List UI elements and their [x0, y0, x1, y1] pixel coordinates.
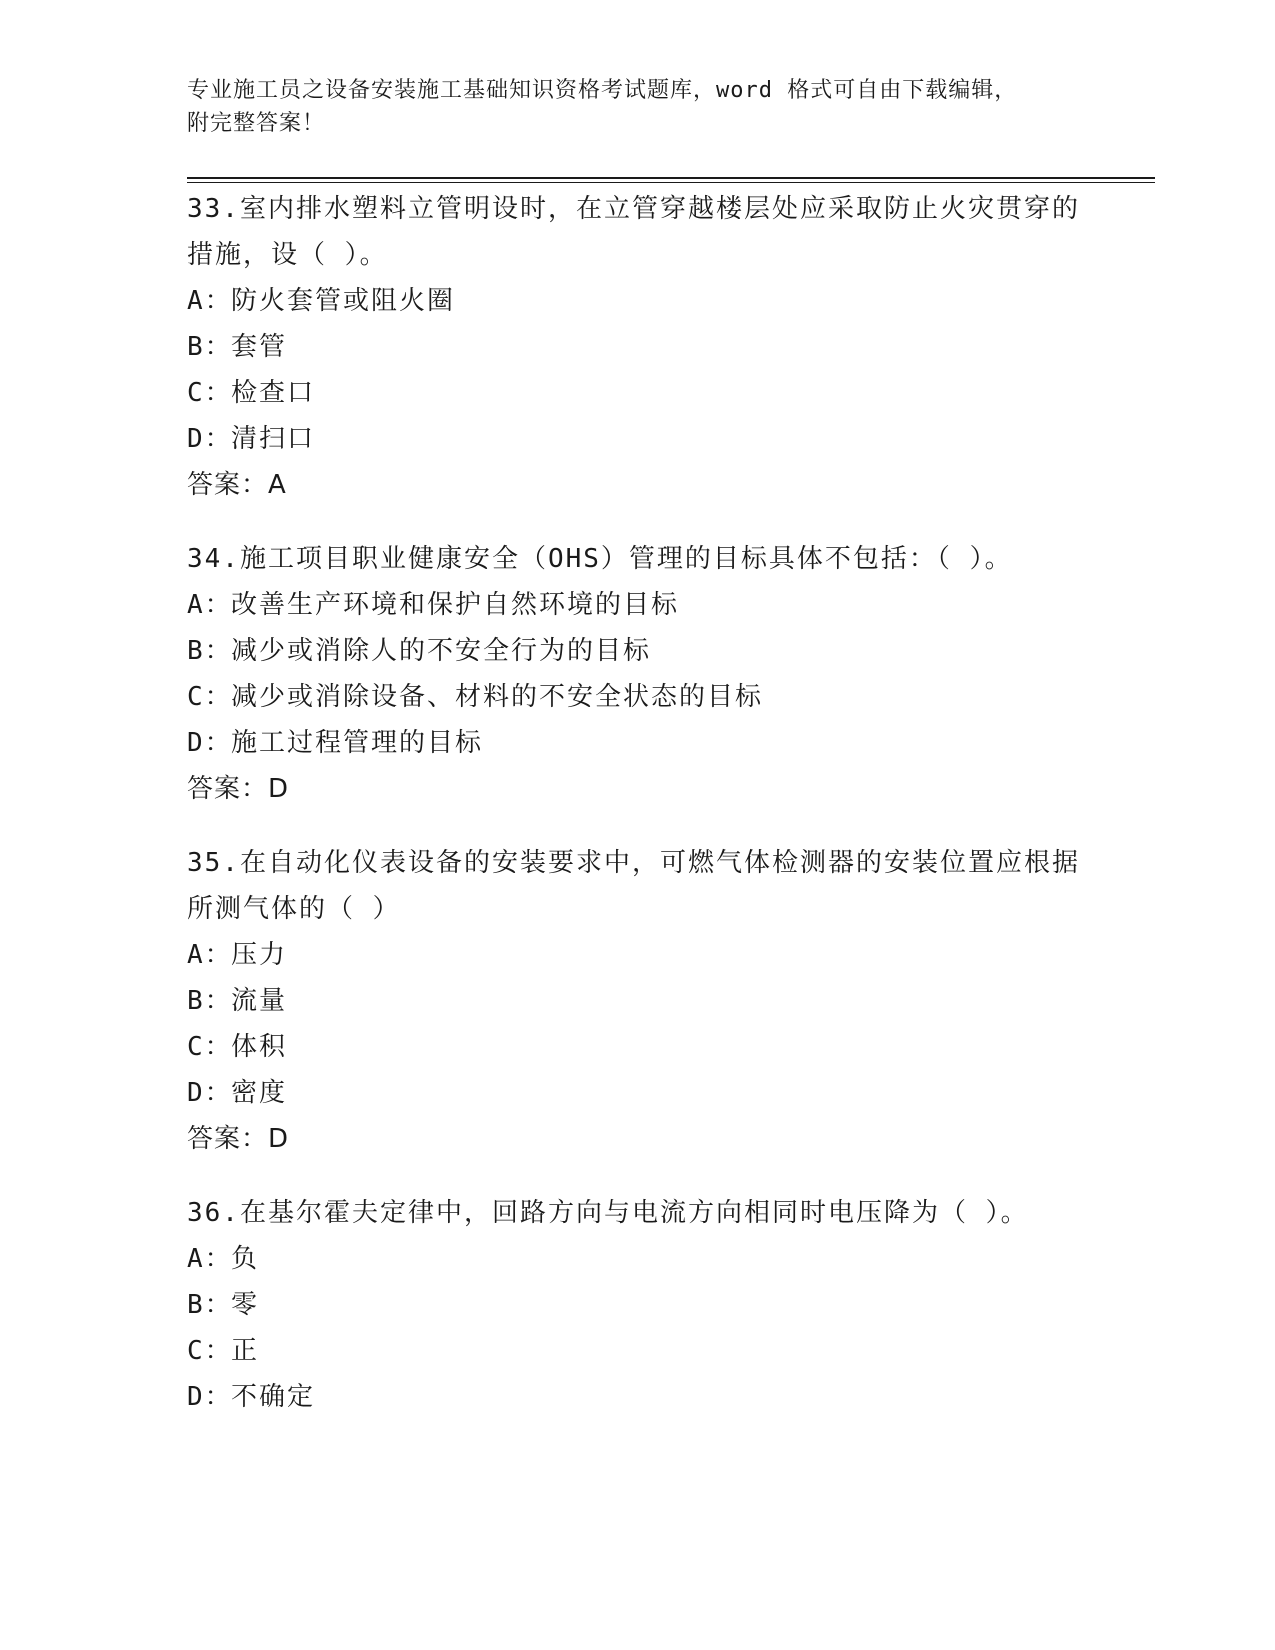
option-key: A：: [187, 590, 233, 620]
option-key: A：: [187, 286, 233, 316]
option-b: [187, 324, 1087, 370]
option-d: [187, 1374, 1087, 1420]
option-text: 减少或消除设备、材料的不安全状态的目标: [231, 682, 764, 712]
header-line-1: 专业施工员之设备安装施工基础知识资格考试题库，word 格式可自由下载编辑，: [187, 78, 1018, 103]
option-a: [187, 582, 1087, 628]
option-text: 不确定: [231, 1382, 316, 1412]
option-key: C：: [187, 378, 233, 408]
option-c: [187, 1024, 1087, 1070]
header-line-2: 附完整答案！: [187, 111, 326, 136]
option-key: D：: [187, 1382, 233, 1412]
option-key: D：: [187, 1078, 233, 1108]
option-c: [187, 674, 1087, 720]
option-c: [187, 370, 1087, 416]
option-b: [187, 978, 1087, 1024]
option-text: 施工过程管理的目标: [231, 728, 484, 758]
option-text: 清扫口: [231, 424, 316, 454]
option-text: 减少或消除人的不安全行为的目标: [231, 636, 652, 666]
question-stem: 35.在自动化仪表设备的安装要求中，可燃气体检测器的安装位置应根据所测气体的（ ）: [187, 848, 1080, 924]
option-a: [187, 932, 1087, 978]
question-33: [187, 186, 1087, 508]
option-text: 体积: [231, 1032, 288, 1062]
answer-line: 答案：A: [187, 470, 287, 500]
option-key: C：: [187, 1336, 233, 1366]
option-text: 流量: [231, 986, 288, 1016]
question-stem: 33.室内排水塑料立管明设时，在立管穿越楼层处应采取防止火灾贯穿的措施，设（ ）。: [187, 194, 1080, 270]
question-36: [187, 1190, 1087, 1420]
option-d: [187, 1070, 1087, 1116]
option-text: 检查口: [231, 378, 316, 408]
option-d: [187, 416, 1087, 462]
option-key: C：: [187, 1032, 233, 1062]
option-key: B：: [187, 1290, 233, 1320]
question-stem: 36.在基尔霍夫定律中，回路方向与电流方向相同时电压降为（ ）。: [187, 1198, 1029, 1228]
option-key: C：: [187, 682, 233, 712]
option-text: 正: [231, 1336, 260, 1366]
header-divider-thin: [187, 182, 1155, 183]
header-divider-thick: [187, 177, 1155, 179]
option-key: B：: [187, 332, 233, 362]
answer-line: 答案：D: [187, 1124, 290, 1154]
option-key: D：: [187, 424, 233, 454]
option-key: A：: [187, 1244, 233, 1274]
option-text: 负: [231, 1244, 260, 1274]
option-text: 密度: [231, 1078, 288, 1108]
question-stem: 34.施工项目职业健康安全（OHS）管理的目标具体不包括：（ ）。: [187, 544, 1013, 574]
option-a: [187, 278, 1087, 324]
option-text: 防火套管或阻火圈: [231, 286, 456, 316]
option-text: 改善生产环境和保护自然环境的目标: [231, 590, 680, 620]
option-key: D：: [187, 728, 233, 758]
answer-line: 答案：D: [187, 774, 290, 804]
option-text: 套管: [231, 332, 288, 362]
option-text: 压力: [231, 940, 288, 970]
option-key: B：: [187, 986, 233, 1016]
option-text: 零: [231, 1290, 260, 1320]
question-35: [187, 840, 1087, 1162]
document-header: [187, 74, 1087, 140]
option-d: [187, 720, 1087, 766]
option-key: A：: [187, 940, 233, 970]
option-a: [187, 1236, 1087, 1282]
option-b: [187, 1282, 1087, 1328]
option-key: B：: [187, 636, 233, 666]
option-b: [187, 628, 1087, 674]
question-34: [187, 536, 1087, 812]
option-c: [187, 1328, 1087, 1374]
